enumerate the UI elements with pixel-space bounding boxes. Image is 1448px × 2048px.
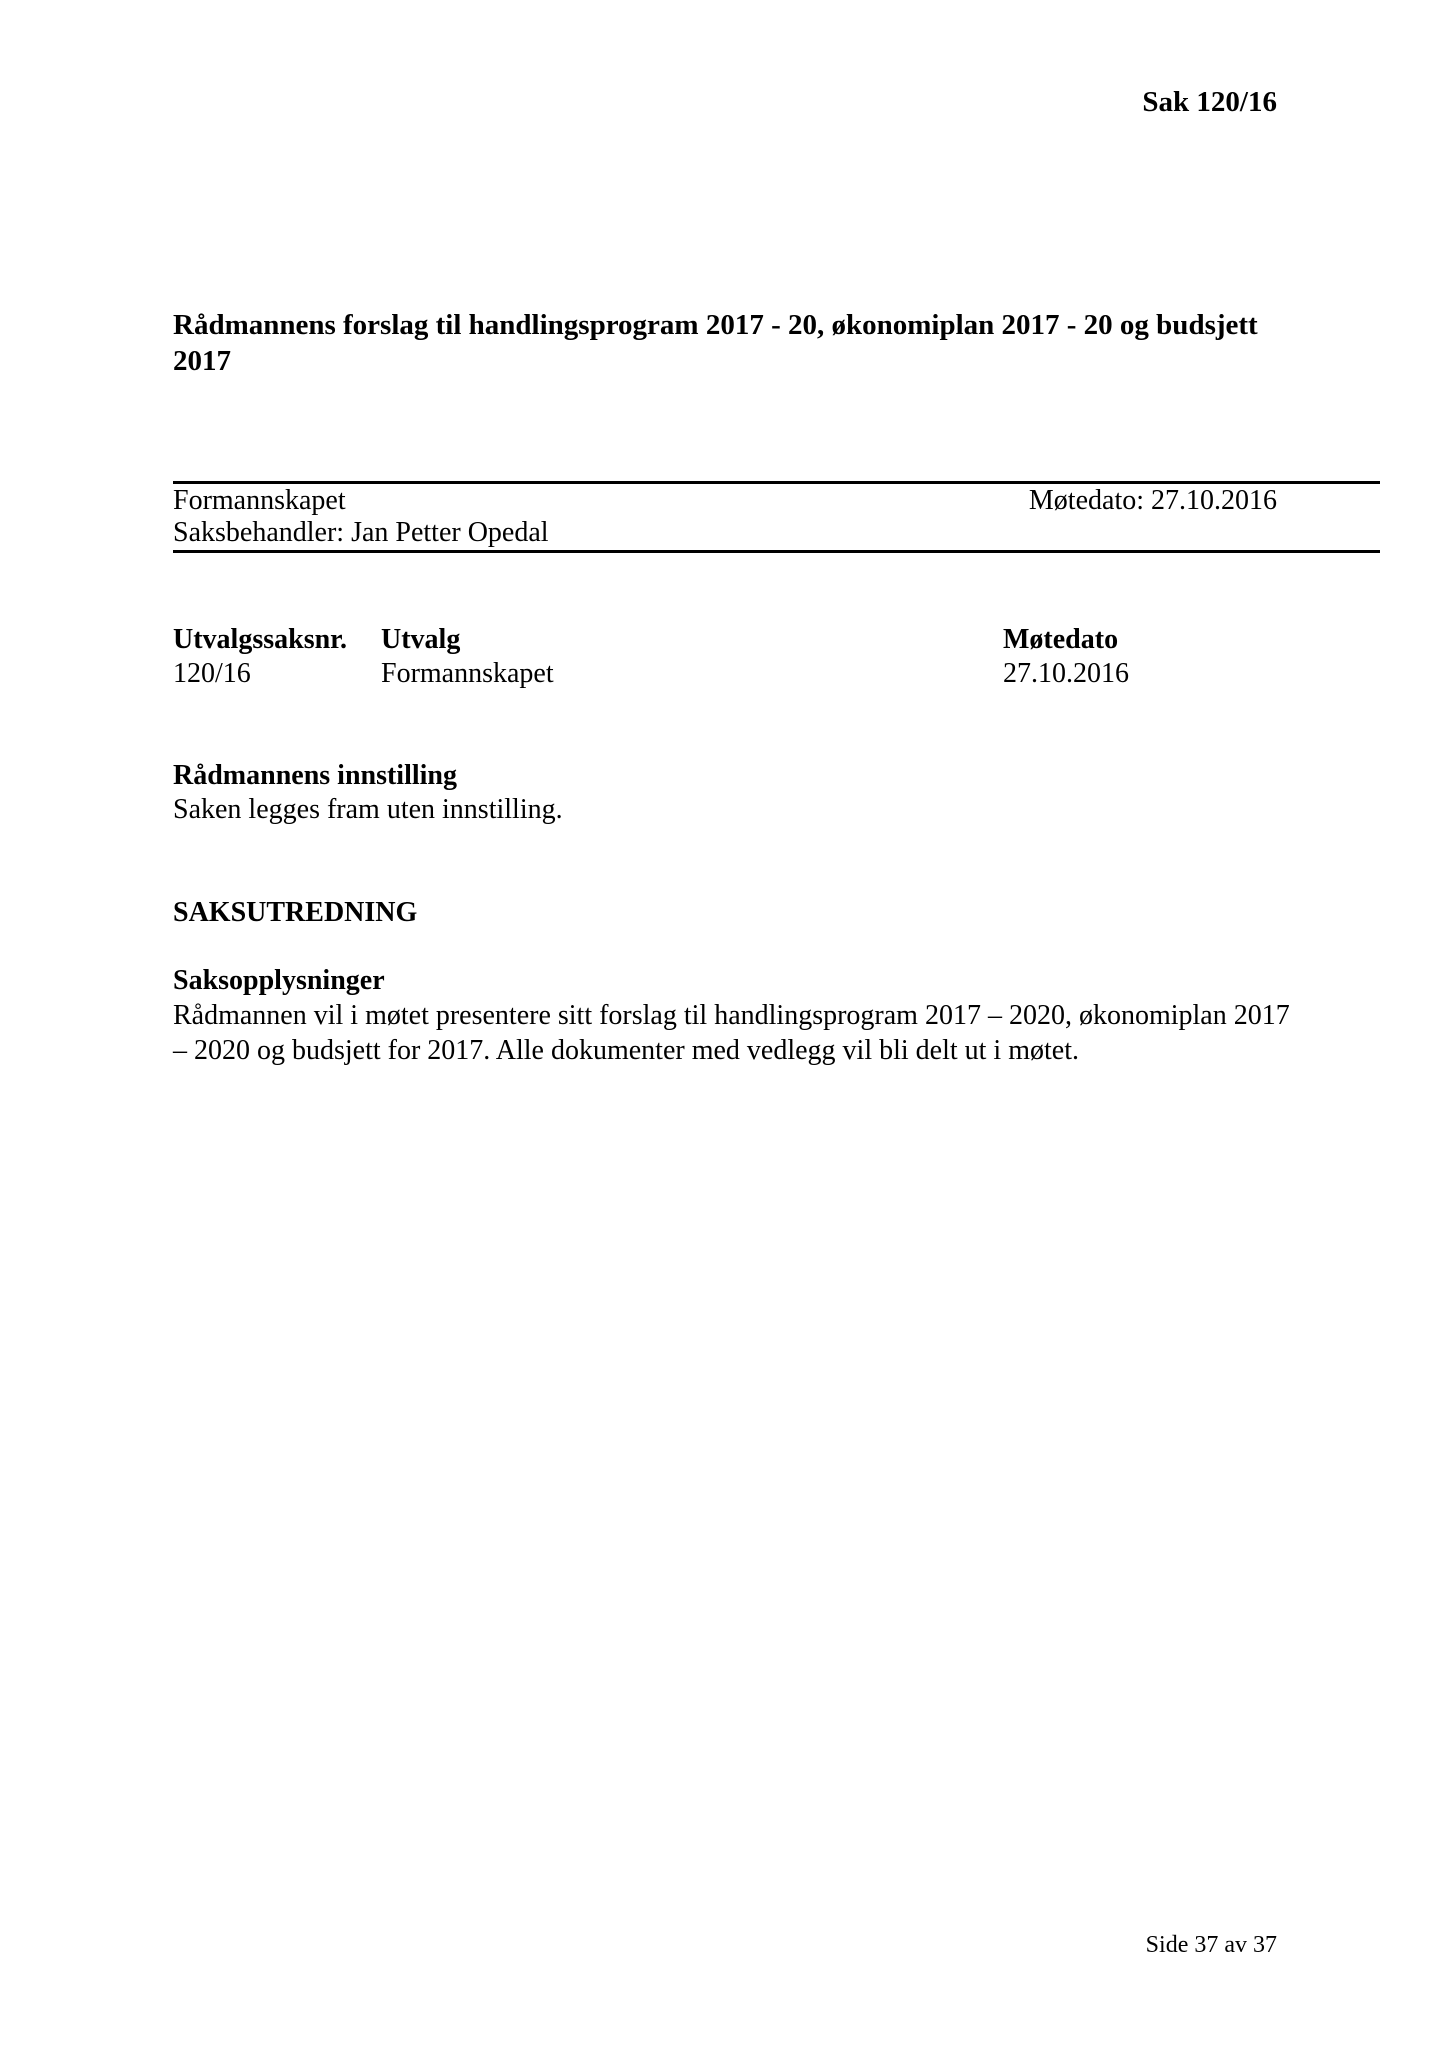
committee-name: Formannskapet xyxy=(173,485,346,516)
document-title: Rådmannens forslag til handlingsprogram 2017 - 20, økonomiplan 2017 - 20 og budsjett 2017 xyxy=(173,309,1258,377)
case-handler: Saksbehandler: Jan Petter Opedal xyxy=(173,517,549,548)
information-text: Rådmannen vil i møtet presentere sitt forslag til handlingsprogram 2017 – 2020, økonomiplan 2017 – 2020 og budsjett for 2017. Alle dokumenter med vedlegg vil bli delt ut i møtet. xyxy=(173,1000,1290,1066)
table-cell-committee: Formannskapet xyxy=(381,658,554,689)
table-header-committee: Utvalg xyxy=(381,624,461,655)
meeting-date: Møtedato: 27.10.2016 xyxy=(1028,485,1277,516)
information-heading: Saksopplysninger xyxy=(173,965,385,996)
recommendation-text: Saken legges fram uten innstilling. xyxy=(173,794,563,825)
bottom-divider xyxy=(173,550,1380,553)
table-header-meeting-date: Møtedato xyxy=(1003,624,1119,655)
table-cell-case-number: 120/16 xyxy=(173,658,251,689)
table-cell-meeting-date: 27.10.2016 xyxy=(1003,658,1129,689)
page-number: Side 37 av 37 xyxy=(1145,1932,1277,1958)
case-number: Sak 120/16 xyxy=(1142,86,1277,118)
recommendation-heading: Rådmannens innstilling xyxy=(173,760,457,791)
investigation-heading: SAKSUTREDNING xyxy=(173,897,418,928)
table-header-case-number: Utvalgssaksnr. xyxy=(173,624,348,655)
